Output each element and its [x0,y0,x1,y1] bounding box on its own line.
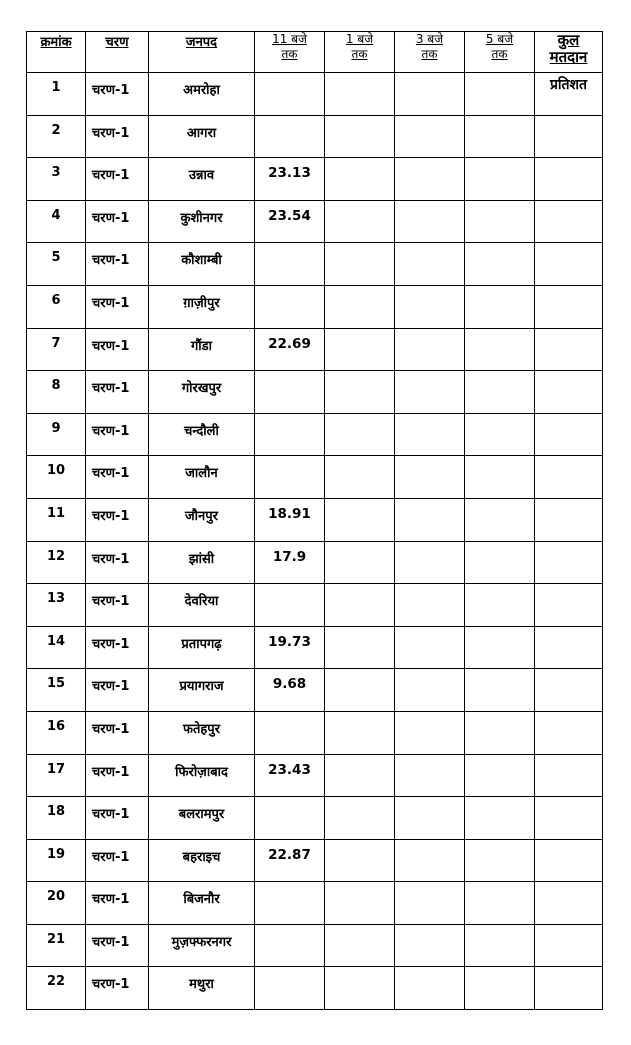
turnout-1pm-cell [325,413,395,456]
table-row [27,711,603,754]
district-cell: गोरखपुर [149,371,255,414]
total-turnout-cell [535,584,603,627]
turnout-1pm-cell [325,243,395,286]
phase-cell: चरण-1 [86,584,149,627]
turnout-5pm-cell [465,626,535,669]
table-row [27,967,603,1010]
phase-cell: चरण-1 [86,371,149,414]
turnout-3pm-cell [395,456,465,499]
turnout-11am-cell: 18.91 [255,498,325,541]
district-cell: फतेहपुर [149,711,255,754]
turnout-3pm-cell [395,967,465,1010]
turnout-11am-cell [255,243,325,286]
phase-cell: चरण-1 [86,839,149,882]
turnout-11am-cell: 22.69 [255,328,325,371]
district-cell: देवरिया [149,584,255,627]
turnout-11am-cell [255,924,325,967]
phase-cell: चरण-1 [86,200,149,243]
total-turnout-cell [535,541,603,584]
table-row [27,754,603,797]
district-cell: जालौन [149,456,255,499]
turnout-1pm-cell [325,967,395,1010]
total-turnout-cell [535,626,603,669]
turnout-5pm-cell [465,711,535,754]
district-cell: बहराइच [149,839,255,882]
district-cell: कौशाम्बी [149,243,255,286]
turnout-3pm-cell [395,328,465,371]
turnout-5pm-cell [465,200,535,243]
serial-cell: 19 [27,839,86,882]
turnout-1pm-cell [325,328,395,371]
turnout-1pm-cell [325,115,395,158]
turnout-1pm-cell [325,882,395,925]
header-district: जनपद [149,32,255,73]
turnout-11am-cell [255,285,325,328]
turnout-1pm-cell [325,456,395,499]
district-cell: मथुरा [149,967,255,1010]
phase-cell: चरण-1 [86,967,149,1010]
phase-cell: चरण-1 [86,882,149,925]
turnout-1pm-cell [325,669,395,712]
total-turnout-cell [535,882,603,925]
turnout-3pm-cell [395,584,465,627]
turnout-5pm-cell [465,158,535,201]
district-cell: प्रतापगढ़ [149,626,255,669]
phase-cell: चरण-1 [86,924,149,967]
serial-cell: 16 [27,711,86,754]
serial-cell: 17 [27,754,86,797]
district-cell: मुज़फ्फरनगर [149,924,255,967]
turnout-3pm-cell [395,285,465,328]
district-cell: गौंडा [149,328,255,371]
phase-cell: चरण-1 [86,541,149,584]
serial-cell: 11 [27,498,86,541]
total-turnout-cell [535,498,603,541]
turnout-1pm-cell [325,371,395,414]
turnout-1pm-cell [325,711,395,754]
district-cell: कुशीनगर [149,200,255,243]
turnout-1pm-cell [325,200,395,243]
total-turnout-cell [535,200,603,243]
turnout-11am-cell [255,115,325,158]
phase-cell: चरण-1 [86,243,149,286]
turnout-1pm-cell [325,541,395,584]
table-row [27,413,603,456]
turnout-3pm-cell [395,498,465,541]
table-row [27,669,603,712]
serial-cell: 20 [27,882,86,925]
phase-cell: चरण-1 [86,413,149,456]
total-turnout-cell [535,669,603,712]
header-total-turnout: कुल मतदान [535,32,603,73]
total-turnout-cell [535,797,603,840]
table-row [27,797,603,840]
table-row [27,73,603,116]
turnout-3pm-cell [395,413,465,456]
turnout-3pm-cell [395,371,465,414]
turnout-11am-cell: 23.13 [255,158,325,201]
district-cell: अमरोहा [149,73,255,116]
total-turnout-cell [535,413,603,456]
turnout-3pm-cell [395,797,465,840]
total-turnout-cell: प्रतिशत [535,73,603,116]
total-turnout-cell [535,839,603,882]
turnout-3pm-cell [395,73,465,116]
turnout-5pm-cell [465,967,535,1010]
header-11am: 11 बजे तक [255,32,325,73]
turnout-11am-cell [255,711,325,754]
serial-cell: 2 [27,115,86,158]
serial-cell: 22 [27,967,86,1010]
header-3pm: 3 बजे तक [395,32,465,73]
turnout-11am-cell [255,967,325,1010]
turnout-1pm-cell [325,285,395,328]
table-row [27,371,603,414]
total-turnout-cell [535,754,603,797]
turnout-1pm-cell [325,754,395,797]
turnout-11am-cell [255,413,325,456]
phase-cell: चरण-1 [86,285,149,328]
serial-cell: 5 [27,243,86,286]
turnout-3pm-cell [395,924,465,967]
turnout-3pm-cell [395,626,465,669]
phase-cell: चरण-1 [86,498,149,541]
header-1pm: 1 बजे तक [325,32,395,73]
table-row [27,285,603,328]
turnout-5pm-cell [465,328,535,371]
header-row [27,32,603,73]
turnout-3pm-cell [395,243,465,286]
phase-cell: चरण-1 [86,73,149,116]
turnout-11am-cell [255,882,325,925]
turnout-3pm-cell [395,839,465,882]
turnout-5pm-cell [465,243,535,286]
serial-cell: 8 [27,371,86,414]
turnout-11am-cell [255,584,325,627]
turnout-5pm-cell [465,584,535,627]
district-cell: झांसी [149,541,255,584]
turnout-5pm-cell [465,882,535,925]
serial-cell: 6 [27,285,86,328]
turnout-11am-cell: 19.73 [255,626,325,669]
total-turnout-cell [535,711,603,754]
phase-cell: चरण-1 [86,626,149,669]
total-turnout-cell [535,158,603,201]
district-cell: ग़ाज़ीपुर [149,285,255,328]
turnout-3pm-cell [395,115,465,158]
serial-cell: 10 [27,456,86,499]
turnout-1pm-cell [325,158,395,201]
serial-cell: 13 [27,584,86,627]
turnout-11am-cell [255,456,325,499]
turnout-11am-cell [255,797,325,840]
table-row [27,200,603,243]
serial-cell: 18 [27,797,86,840]
table-row [27,626,603,669]
district-cell: बिजनौर [149,882,255,925]
turnout-11am-cell [255,371,325,414]
turnout-1pm-cell [325,797,395,840]
phase-cell: चरण-1 [86,456,149,499]
turnout-3pm-cell [395,711,465,754]
turnout-1pm-cell [325,584,395,627]
turnout-3pm-cell [395,754,465,797]
turnout-3pm-cell [395,882,465,925]
phase-cell: चरण-1 [86,754,149,797]
turnout-11am-cell: 22.87 [255,839,325,882]
total-turnout-cell [535,456,603,499]
district-cell: जौनपुर [149,498,255,541]
table-row [27,839,603,882]
turnout-1pm-cell [325,839,395,882]
district-cell: आगरा [149,115,255,158]
turnout-11am-cell: 9.68 [255,669,325,712]
table-row [27,924,603,967]
turnout-5pm-cell [465,797,535,840]
serial-cell: 15 [27,669,86,712]
serial-cell: 4 [27,200,86,243]
phase-cell: चरण-1 [86,797,149,840]
district-cell: प्रयागराज [149,669,255,712]
turnout-5pm-cell [465,541,535,584]
turnout-1pm-cell [325,498,395,541]
total-turnout-cell [535,967,603,1010]
table-row [27,328,603,371]
turnout-5pm-cell [465,669,535,712]
phase-cell: चरण-1 [86,115,149,158]
turnout-1pm-cell [325,626,395,669]
phase-cell: चरण-1 [86,669,149,712]
header-5pm: 5 बजे तक [465,32,535,73]
phase-cell: चरण-1 [86,158,149,201]
turnout-5pm-cell [465,754,535,797]
total-turnout-cell [535,371,603,414]
turnout-5pm-cell [465,285,535,328]
turnout-5pm-cell [465,924,535,967]
table-row [27,115,603,158]
total-turnout-cell [535,115,603,158]
turnout-3pm-cell [395,158,465,201]
turnout-5pm-cell [465,73,535,116]
district-cell: उन्नाव [149,158,255,201]
serial-cell: 12 [27,541,86,584]
table-row [27,882,603,925]
turnout-5pm-cell [465,839,535,882]
total-turnout-cell [535,243,603,286]
header-serial: क्रमांक [27,32,86,73]
turnout-5pm-cell [465,413,535,456]
serial-cell: 3 [27,158,86,201]
table-row [27,584,603,627]
table-row [27,456,603,499]
turnout-11am-cell: 17.9 [255,541,325,584]
serial-cell: 9 [27,413,86,456]
voter-turnout-table [26,31,603,1010]
turnout-5pm-cell [465,371,535,414]
table-row [27,541,603,584]
turnout-5pm-cell [465,498,535,541]
total-turnout-cell [535,924,603,967]
total-turnout-cell [535,285,603,328]
serial-cell: 1 [27,73,86,116]
turnout-1pm-cell [325,73,395,116]
turnout-5pm-cell [465,115,535,158]
turnout-1pm-cell [325,924,395,967]
header-phase: चरण [86,32,149,73]
serial-cell: 7 [27,328,86,371]
turnout-3pm-cell [395,200,465,243]
turnout-11am-cell: 23.54 [255,200,325,243]
serial-cell: 21 [27,924,86,967]
serial-cell: 14 [27,626,86,669]
total-turnout-cell [535,328,603,371]
phase-cell: चरण-1 [86,711,149,754]
district-cell: चन्दौली [149,413,255,456]
turnout-5pm-cell [465,456,535,499]
district-cell: फिरोज़ाबाद [149,754,255,797]
table-row [27,243,603,286]
turnout-3pm-cell [395,541,465,584]
turnout-3pm-cell [395,669,465,712]
turnout-11am-cell [255,73,325,116]
phase-cell: चरण-1 [86,328,149,371]
turnout-11am-cell: 23.43 [255,754,325,797]
table-row [27,158,603,201]
table-row [27,498,603,541]
district-cell: बलरामपुर [149,797,255,840]
